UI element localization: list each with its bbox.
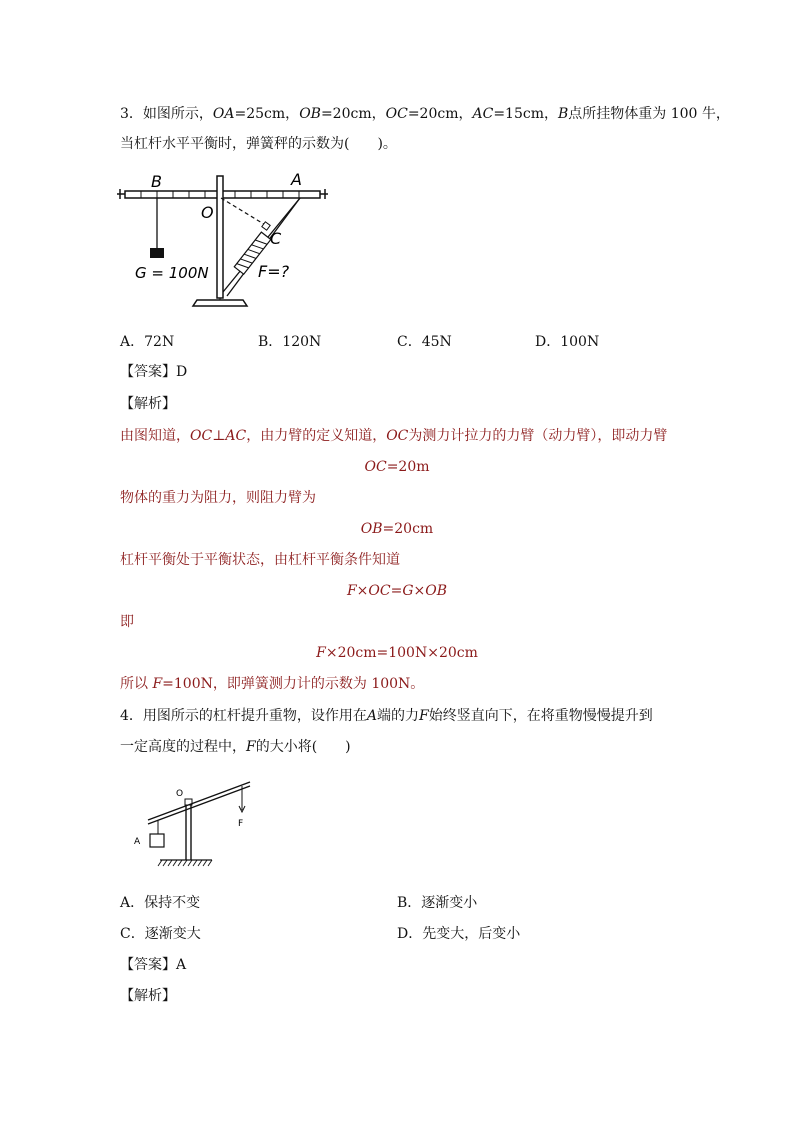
q4-label-O: O bbox=[176, 789, 184, 799]
q4-label-F: F bbox=[238, 819, 244, 829]
q4-number: 4． bbox=[120, 708, 143, 724]
q3-option-d[interactable]: D．100N bbox=[535, 334, 600, 350]
q3-lever-figure bbox=[115, 168, 335, 316]
q3-label-G: G = 100N bbox=[135, 264, 209, 282]
q3-analysis-label: 【解析】 bbox=[120, 396, 176, 412]
q3-analysis-p1: 由图知道，OC⊥AC，由力臂的定义知道，OC为测力计拉力的力臂（动力臂），即动力臂 bbox=[120, 428, 668, 444]
q4-lever-figure bbox=[128, 772, 258, 870]
q3-option-b[interactable]: B．120N bbox=[258, 334, 322, 350]
q4-option-d[interactable]: D．先变大，后变小 bbox=[397, 926, 521, 942]
q3-number: 3． bbox=[120, 106, 143, 122]
q3-stem-line1: 3．如图所示，OA=25cm，OB=20cm，OC=20cm，AC=15cm，B点所挂物体重为 100 牛， bbox=[120, 106, 730, 122]
q4-stem-line1: 4．用图所示的杠杆提升重物，设作用在A端的力F始终竖直向下，在将重物慢慢提升到 bbox=[120, 708, 653, 724]
q4-analysis-label: 【解析】 bbox=[120, 988, 176, 1004]
q4-option-a[interactable]: A．保持不变 bbox=[120, 895, 201, 911]
q4-answer: 【答案】A bbox=[120, 957, 187, 973]
q3-equation-1: OC=20m bbox=[364, 459, 430, 475]
q3-answer: 【答案】D bbox=[120, 364, 188, 380]
q3-stem-line2: 当杠杆水平平衡时，弹簧秤的示数为( )。 bbox=[120, 136, 397, 152]
q3-equation-3: F×OC=G×OB bbox=[346, 583, 448, 599]
q3-option-a[interactable]: A．72N bbox=[120, 334, 175, 350]
q3-equation-2: OB=20cm bbox=[360, 521, 434, 537]
q4-option-b[interactable]: B．逐渐变小 bbox=[397, 895, 478, 911]
q3-equation-4: F×20cm=100N×20cm bbox=[316, 645, 478, 661]
q3-label-C: C bbox=[270, 229, 282, 248]
q3-option-c[interactable]: C．45N bbox=[397, 334, 452, 350]
q3-label-B: B bbox=[151, 172, 162, 191]
q4-stem-line2: 一定高度的过程中，F的大小将( ) bbox=[120, 739, 351, 755]
q3-label-A: A bbox=[291, 170, 302, 189]
q3-analysis-p2: 物体的重力为阻力，则阻力臂为 bbox=[120, 490, 316, 506]
q4-label-A: A bbox=[134, 837, 141, 847]
q3-label-O: O bbox=[201, 203, 214, 222]
q3-analysis-p3: 杠杆平衡处于平衡状态，由杠杆平衡条件知道 bbox=[120, 552, 400, 568]
q3-analysis-p4: 即 bbox=[120, 614, 134, 630]
q4-option-c[interactable]: C．逐渐变大 bbox=[120, 926, 201, 942]
q3-label-F: F=? bbox=[258, 262, 290, 281]
q3-analysis-p5: 所以 F=100N，即弹簧测力计的示数为 100N。 bbox=[120, 676, 425, 692]
